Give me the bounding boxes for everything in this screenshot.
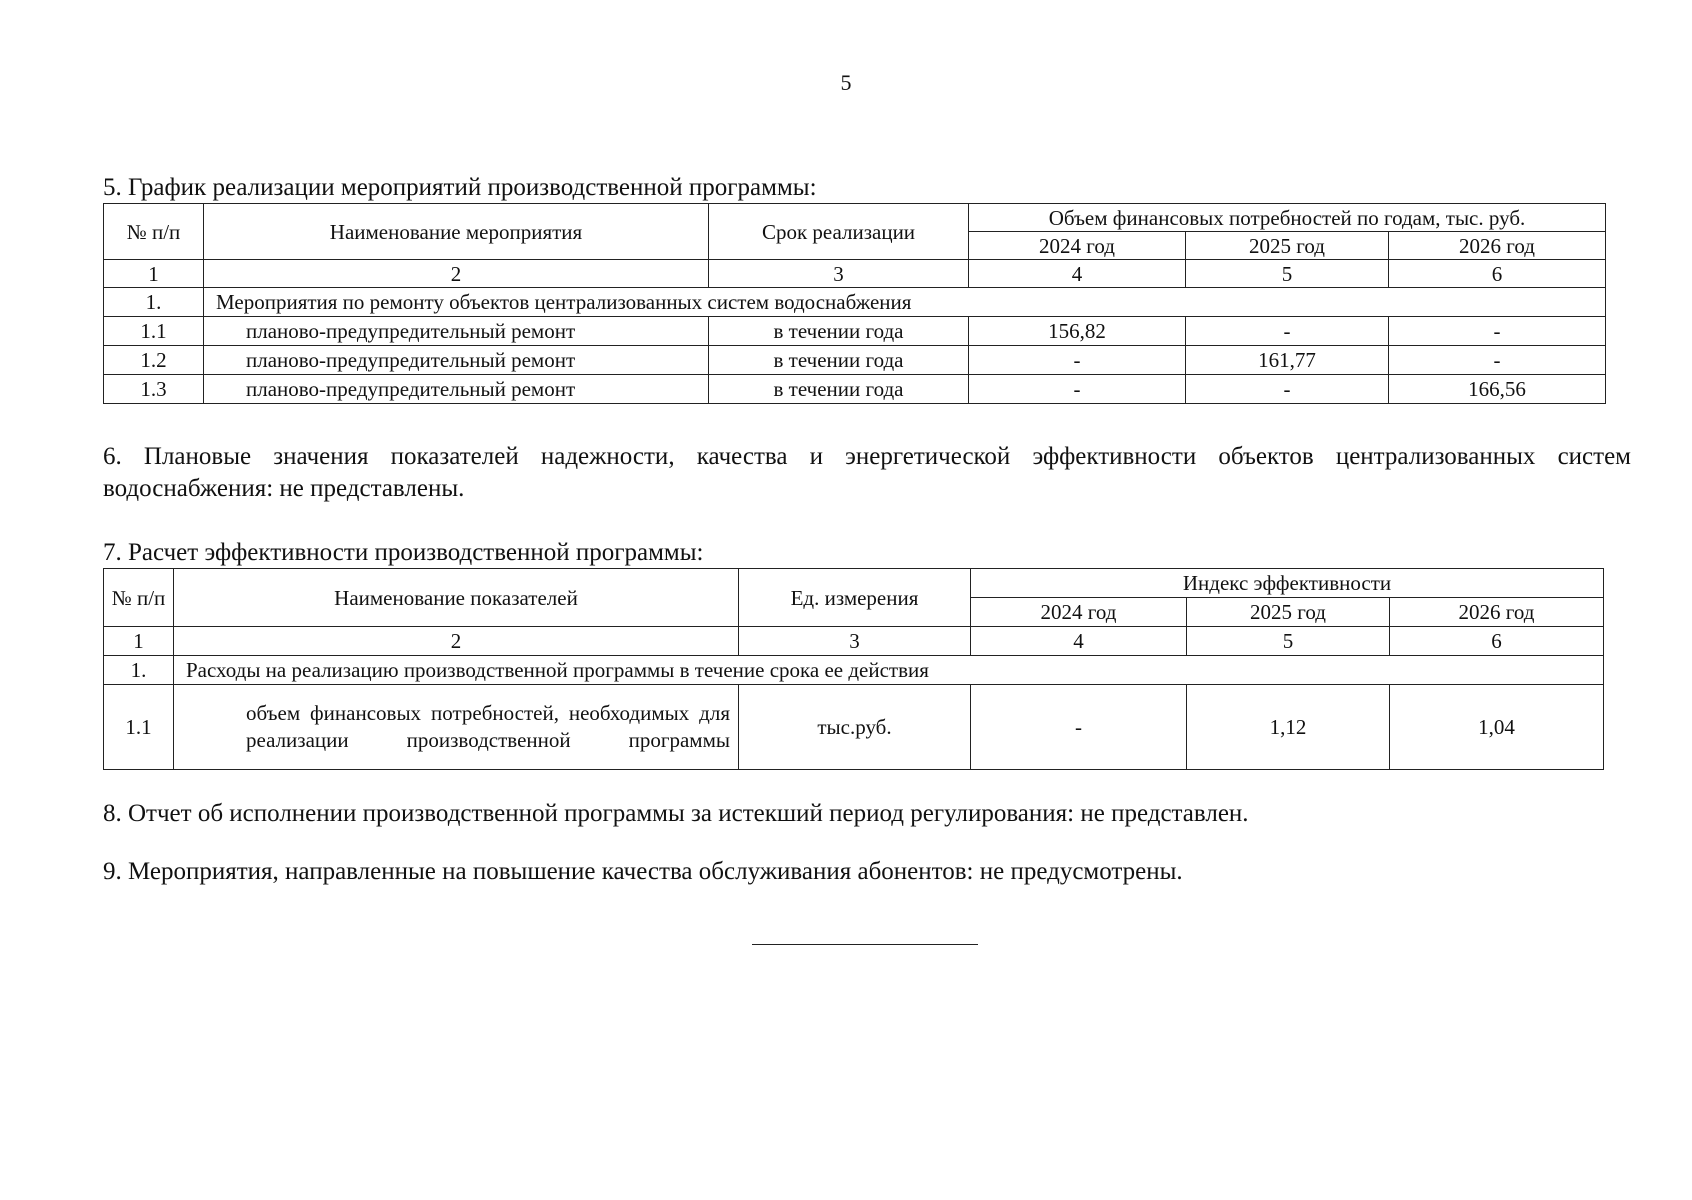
table-row: [104, 375, 1606, 404]
col-number: 6: [1389, 260, 1606, 288]
column-number-row: [104, 627, 1604, 656]
row-2025: 161,77: [1186, 346, 1389, 375]
row-activity: планово-предупредительный ремонт: [204, 375, 709, 404]
row-activity: планово-предупредительный ремонт: [204, 346, 709, 375]
table-row: [104, 346, 1606, 375]
header-unit: Ед. измерения: [739, 569, 971, 627]
header-num: № п/п: [104, 569, 174, 627]
row-2026: -: [1389, 346, 1606, 375]
table-row: [104, 685, 1604, 770]
header-year-2025: 2025 год: [1187, 598, 1390, 627]
row-2024: -: [971, 685, 1187, 770]
header-year-2026: 2026 год: [1390, 598, 1604, 627]
efficiency-table: [103, 568, 1604, 770]
section-9-text: 9. Мероприятия, направленные на повышение качества обслуживания абонентов: не предусмотрены.: [103, 858, 1183, 885]
row-2026: 166,56: [1389, 375, 1606, 404]
group-row: [104, 656, 1604, 685]
col-number: 2: [174, 627, 739, 656]
header-year-2025: 2025 год: [1186, 232, 1389, 260]
row-num: 1.1: [104, 685, 174, 770]
col-number: 4: [969, 260, 1186, 288]
row-num: 1.1: [104, 317, 204, 346]
col-number: 1: [104, 260, 204, 288]
col-number: 1: [104, 627, 174, 656]
row-2026: 1,04: [1390, 685, 1604, 770]
row-activity: планово-предупредительный ремонт: [204, 317, 709, 346]
row-period: в течении года: [709, 317, 969, 346]
schedule-table: [103, 203, 1606, 404]
section-7-title: 7. Расчет эффективности производственной программы:: [103, 539, 704, 566]
row-period: в течении года: [709, 375, 969, 404]
row-unit: тыс.руб.: [739, 685, 971, 770]
column-number-row: [104, 260, 1606, 288]
section-8-text: 8. Отчет об исполнении производственной программы за истекший период регулирования: не представлен.: [103, 800, 1249, 827]
header-efficiency-index: Индекс эффективности: [971, 569, 1604, 598]
col-number: 6: [1390, 627, 1604, 656]
header-year-2024: 2024 год: [971, 598, 1187, 627]
row-2024: 156,82: [969, 317, 1186, 346]
group-num: 1.: [104, 656, 174, 685]
section-5-title: 5. График реализации мероприятий производственной программы:: [103, 174, 817, 201]
group-text: Расходы на реализацию производственной программы в течение срока ее действия: [174, 656, 1604, 685]
group-text: Мероприятия по ремонту объектов централизованных систем водоснабжения: [204, 288, 1606, 317]
group-row: [104, 288, 1606, 317]
separator-line: [752, 944, 978, 945]
header-num: № п/п: [104, 204, 204, 260]
col-number: 5: [1187, 627, 1390, 656]
header-financial-needs: Объем финансовых потребностей по годам, тыс. руб.: [969, 204, 1606, 232]
row-2024: -: [969, 375, 1186, 404]
row-2024: -: [969, 346, 1186, 375]
header-year-2024: 2024 год: [969, 232, 1186, 260]
table-row: [104, 317, 1606, 346]
row-2025: -: [1186, 375, 1389, 404]
row-period: в течении года: [709, 346, 969, 375]
row-num: 1.2: [104, 346, 204, 375]
header-year-2026: 2026 год: [1389, 232, 1606, 260]
row-num: 1.3: [104, 375, 204, 404]
col-number: 3: [739, 627, 971, 656]
col-number: 5: [1186, 260, 1389, 288]
header-activity-name: Наименование мероприятия: [204, 204, 709, 260]
row-2026: -: [1389, 317, 1606, 346]
header-indicator-name: Наименование показателей: [174, 569, 739, 627]
col-number: 2: [204, 260, 709, 288]
page-number: 5: [840, 70, 852, 95]
row-2025: 1,12: [1187, 685, 1390, 770]
header-period: Срок реализации: [709, 204, 969, 260]
row-indicator: объем финансовых потребностей, необходимых для реализации производственной программы: [174, 685, 739, 770]
col-number: 4: [971, 627, 1187, 656]
col-number: 3: [709, 260, 969, 288]
row-2025: -: [1186, 317, 1389, 346]
section-6-text: 6. Плановые значения показателей надежности, качества и энергетической эффективности объектов централизованных систем водоснабжения: не представлены.: [103, 443, 1631, 502]
group-num: 1.: [104, 288, 204, 317]
